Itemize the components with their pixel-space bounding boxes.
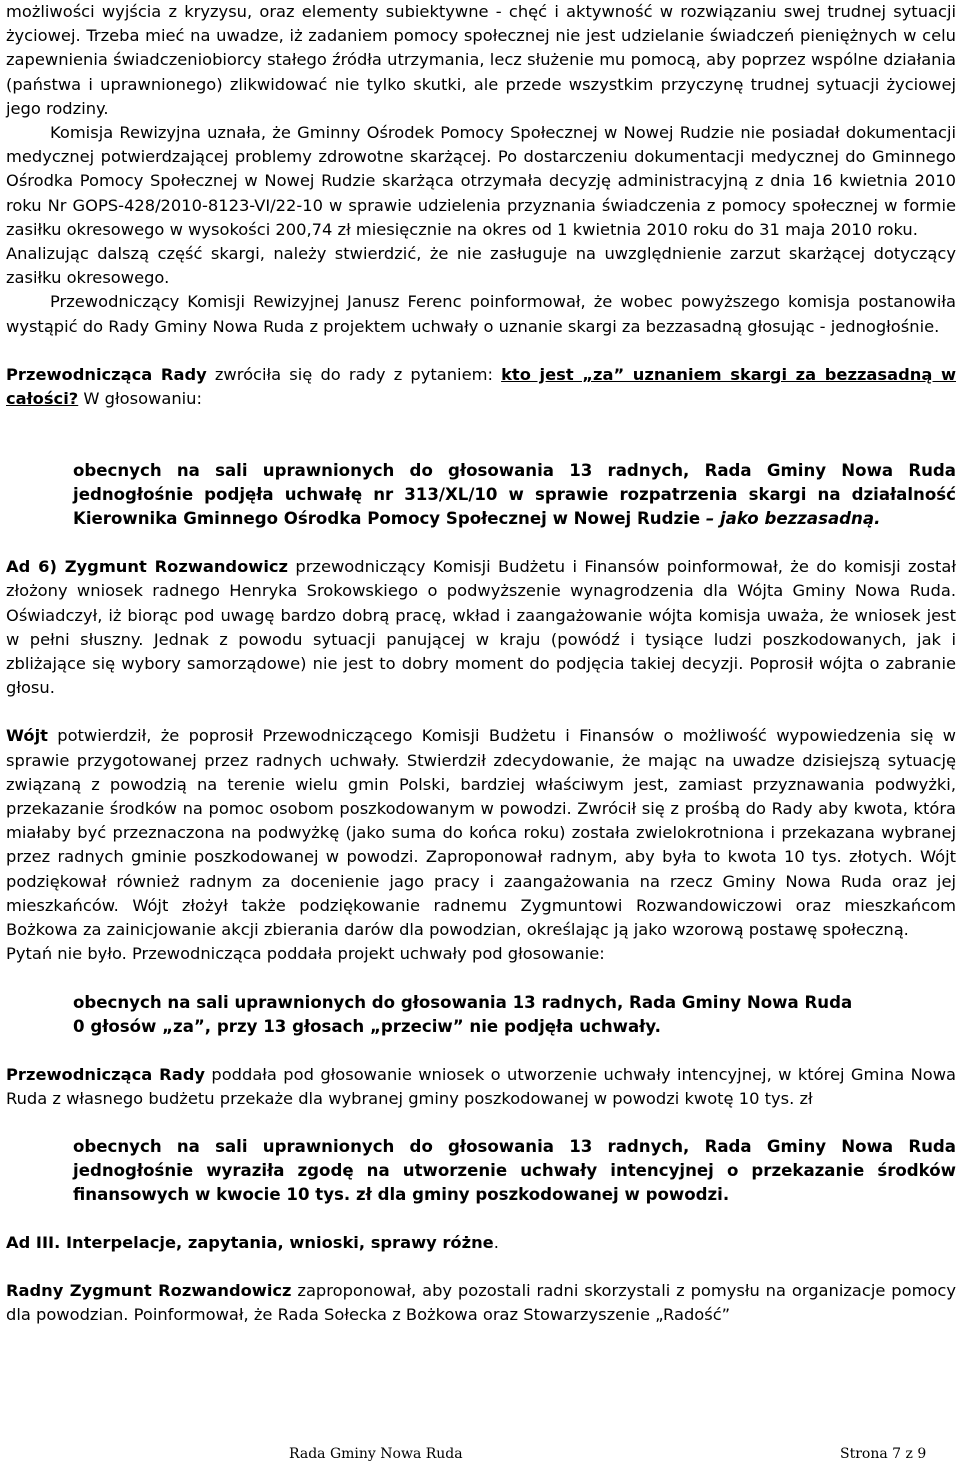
footer-council-name: Rada Gminy Nowa Ruda [289,1446,463,1462]
paragraph-5-tail: W głosowaniu: [78,389,202,409]
vote-question: kto jest „za” uznaniem skargi za bezzasadną w całości? [6,364,957,409]
vote-result-1 [6,459,956,531]
speaker-name: Przewodnicząca Rady [6,1064,205,1084]
paragraph-6 [6,555,956,700]
vote-result-2-line-2: 0 głosów „za”, przy 13 głosach „przeciw” nie podjęła uchwały. [73,1016,661,1036]
page-footer [0,1446,960,1466]
vote-result-2 [6,991,956,1039]
vote-result-3 [6,1135,956,1207]
speaker-name: Radny Zygmunt Rozwandowicz [6,1281,292,1301]
paragraph-4: Przewodniczący Komisji Rewizyjnej Janusz Ferenc poinformował, że wobec powyższego komisja postanowiła wystąpić do Rady Gminy Nowa Ruda z projektem uchwały o uznanie skargi za bezzasadną głosując - jednogłośnie. [6,292,956,336]
vote-result-1-text: obecnych na sali uprawnionych do głosowania 13 radnych, Rada Gminy Nowa Ruda jednogłośnie podjęła uchwałę nr 313/XL/10 w sprawie rozpatrzenia skargi na działalność Kierownika Gminnego Ośrodka Pomocy Społecznej w Nowej Rudzie [73,461,956,529]
paragraph-8 [6,1063,956,1111]
vote-result-1-italic: – jako bezzasadną. [705,509,881,529]
vote-result-3-text: obecnych na sali uprawnionych do głosowania 13 radnych, Rada Gminy Nowa Ruda jednogłośnie wyraziła zgodę na utworzenie uchwały intencyjnej o przekazanie środków finansowych w kwocie 10 tys. zł dla gminy poszkodowanej w powodzi. [73,1136,956,1204]
paragraph-6-text: przewodniczący Komisji Budżetu i Finansów poinformował, że do komisji został złożony wniosek radnego Henryka Srokowskiego o podwyższenie wynagrodzenia dla Wójta Gminy Nowa Ruda. Oświadczył, iż biorąc pod uwagę bardzo dobrą pracę, wkład i zaangażowanie wójta komisja uważa, że wniosek jest w pełni słuszny. Jednak z powodu sytuacji panującej w kraju (powódź i tysiące ludzi poszkodowanych, jak i zbliżające się wybory samorządowe) nie jest to dobry moment do podjęcia takiej decyzji. Poprosił wójta o zabranie głosu. [6,557,956,698]
paragraph-1: możliwości wyjścia z kryzysu, oraz elementy subiektywne - chęć i aktywność w rozwiązaniu swej trudnej sytuacji życiowej. Trzeba mieć na uwadze, iż zadaniem pomocy społecznej nie jest udzielanie świadczeń pieniężnych w celu zapewnienia świadczeniobiorcy stałego źródła utrzymania, lecz służenie mu pomocą, aby poprzez wspólne działania (państwa i uprawnionego) zlikwidować nie tylko skutki, ale przede wszystkim przyczynę trudnej sytuacji życiowej jego rodziny. [6,2,956,118]
paragraph-7 [6,724,956,942]
speaker-name: Przewodnicząca Rady [6,364,207,384]
paragraph-2: Komisja Rewizyjna uznała, że Gminny Ośrodek Pomocy Społecznej w Nowej Rudzie nie posiadał dokumentacji medycznej potwierdzającej problemy zdrowotne skarżącej. Po dostarczeniu dokumentacji medycznej do Gminnego Ośrodka Pomocy Społecznej w Nowej Rudzie skarżąca otrzymała decyzję administracyjną z dnia 16 kwietnia 2010 roku Nr GOPS-428/2010-8123-VI/22-10 w sprawie udzielenia przyznania świadczenia z pomocy społecznej w formie zasiłku okresowego w wysokości 200,74 zł miesięcznie na okres od 1 kwietnia 2010 roku do 31 maja 2010 roku. [6,123,956,239]
section-heading [6,1231,956,1255]
vote-result-2-line-1: obecnych na sali uprawnionych do głosowania 13 radnych, Rada Gminy Nowa Ruda [73,992,853,1012]
paragraph-10-text: zaproponował, aby pozostali radni skorzystali z pomysłu na organizacje pomocy dla powodzian. Poinformował, że Rada Sołecka z Bożkowa oraz Stowarzyszenie „Radość” [6,1281,956,1325]
paragraph-5-text: zwróciła się do rady z pytaniem: [206,364,502,384]
speaker-name: Wójt [6,726,48,746]
document-page [6,0,956,1328]
section-heading-text: Ad III. Interpelacje, zapytania, wnioski, sprawy różne [6,1232,494,1252]
section-heading-tail: . [493,1232,499,1252]
speaker-name: Ad 6) Zygmunt Rozwandowicz [6,557,289,577]
footer-page-number: Strona 7 z 9 [840,1446,927,1462]
paragraph-10 [6,1279,956,1327]
paragraph-3: Analizując dalszą część skargi, należy stwierdzić, że nie zasługuje na uwzględnienie zarzut skarżącej dotyczący zasiłku okresowego. [6,244,956,288]
paragraph-7-text: potwierdził, że poprosił Przewodniczącego Komisji Budżetu i Finansów o możliwość wypowiedzenia się w sprawie przygotowanej przez radnych uchwały. Stwierdził zdecydowanie, że mając na uwadze dzisiejszą sytuację związaną z powodzią na terenie wielu gmin Polski, bardziej właściwym jest, zamiast przyznawania podwyżki, przekazanie środków na pomoc osobom poszkodowanym w powodzi. Zwrócił się z prośbą do Rady aby kwota, która miałaby być przeznaczona na podwyżkę (jako suma do końca roku) została zwielokrotniona i przekazana wybranej przez radnych gminie poszkodowanej w powodzi. Zaproponował radnym, aby była to kwota 10 tys. złotych. Wójt podziękował również radnym za docenienie jago pracy i zaangażowania na rzecz Gminy Nowa Ruda oraz jej mieszkańców. Wójt złożył także podziękowanie radnemu Zygmuntowi Rozwandowiczowi oraz mieszkańcom Bożkowa za zainicjowanie akcji zbierania darów dla powodzian, określając ją jako wzorową postawę społeczną. [6,726,956,940]
paragraph-7-last: Pytań nie było. Przewodnicząca poddała projekt uchwały pod głosowanie: [6,944,605,964]
paragraph-8-text: poddała pod głosowanie wniosek o utworzenie uchwały intencyjnej, w której Gmina Nowa Ruda z własnego budżetu przekaże dla wybranej gminy poszkodowanej w powodzi kwotę 10 tys. zł [6,1064,956,1108]
paragraph-5 [6,363,956,411]
